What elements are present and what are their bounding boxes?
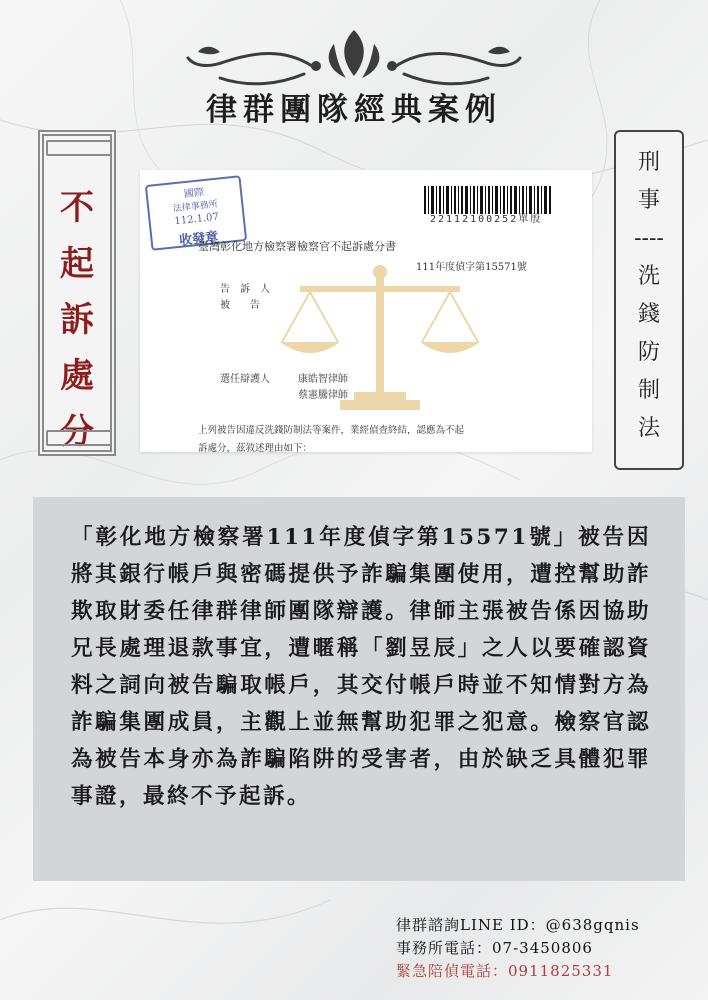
contact-info	[396, 914, 696, 983]
left-label-column	[44, 180, 110, 460]
emergency-phone: 緊急陪偵電話：0911825331	[396, 962, 614, 980]
panel-top-cap	[46, 140, 112, 156]
left-label-char: 不	[60, 188, 94, 228]
case-number: 111年度偵字第15571號	[416, 262, 527, 273]
panel-bottom-cap	[46, 430, 112, 446]
left-label-char: 處	[60, 356, 94, 396]
office-phone: 事務所電話：07-3450806	[396, 939, 593, 957]
right-label-column	[616, 144, 682, 448]
document-text-line: 訴處分，茲敘述理由如下：	[198, 443, 313, 454]
right-label-char: ----	[634, 226, 664, 251]
lawyer-name: 康皓智律師	[298, 374, 348, 385]
right-label-panel	[614, 130, 684, 470]
defendant-label: 被告	[220, 300, 280, 311]
page-title: 律群團隊經典案例	[206, 92, 502, 128]
complainant-label: 告訴人	[220, 284, 280, 295]
case-summary-text: 「彰化地方檢察署111年度偵字第15571號」被告因將其銀行帳戶與密碼提供予詐騙集團使用，遭控幫助詐欺取財委任律群律師團隊辯護。律師主張被告係因協助兄長處理退款事宜，遭暱稱「劉昱辰」之人以要確認資料之詞向被告騙取帳戶，其交付帳戶時並不知情對方為詐騙集團成員，主觀上並無幫助犯罪之犯意。檢察官認為被告本身亦為詐騙陷阱的受害者，由於缺乏具體犯罪事證，最終不予起訴。	[71, 525, 651, 809]
lawyer-name: 蔡憲騰律師	[298, 390, 348, 401]
document-heading: 臺灣彰化地方檢察署檢察官不起訴處分書	[198, 240, 396, 253]
stamp-line2: 法律事務所	[172, 199, 219, 215]
case-summary-box	[33, 497, 685, 881]
right-label-char: 洗	[637, 264, 660, 289]
left-label-char: 訴	[60, 300, 94, 340]
counsel-label: 選任辯護人	[220, 374, 270, 385]
stamp-line1: 國際	[183, 187, 205, 201]
right-label-char: 制	[637, 378, 660, 403]
left-label-panel	[38, 130, 116, 456]
court-document-image	[140, 170, 592, 452]
right-label-char: 防	[637, 340, 660, 365]
right-label-char: 事	[637, 188, 660, 213]
right-label-char: 法	[637, 416, 660, 441]
document-text-line: 上列被告因違反洗錢防制法等案件，業經偵查終結，認應為不起	[198, 425, 465, 436]
stamp-date: 112.1.07	[173, 211, 220, 228]
barcode-number: 22112100252單殷	[430, 214, 543, 225]
right-label-char: 刑	[637, 150, 660, 175]
left-label-char: 起	[60, 244, 94, 284]
right-label-char: 錢	[637, 302, 660, 327]
left-label-char: 分	[60, 412, 94, 452]
stamp-received: 收發章	[178, 229, 219, 249]
line-id: 律群諮詢LINE ID：@638gqnis	[396, 916, 640, 934]
